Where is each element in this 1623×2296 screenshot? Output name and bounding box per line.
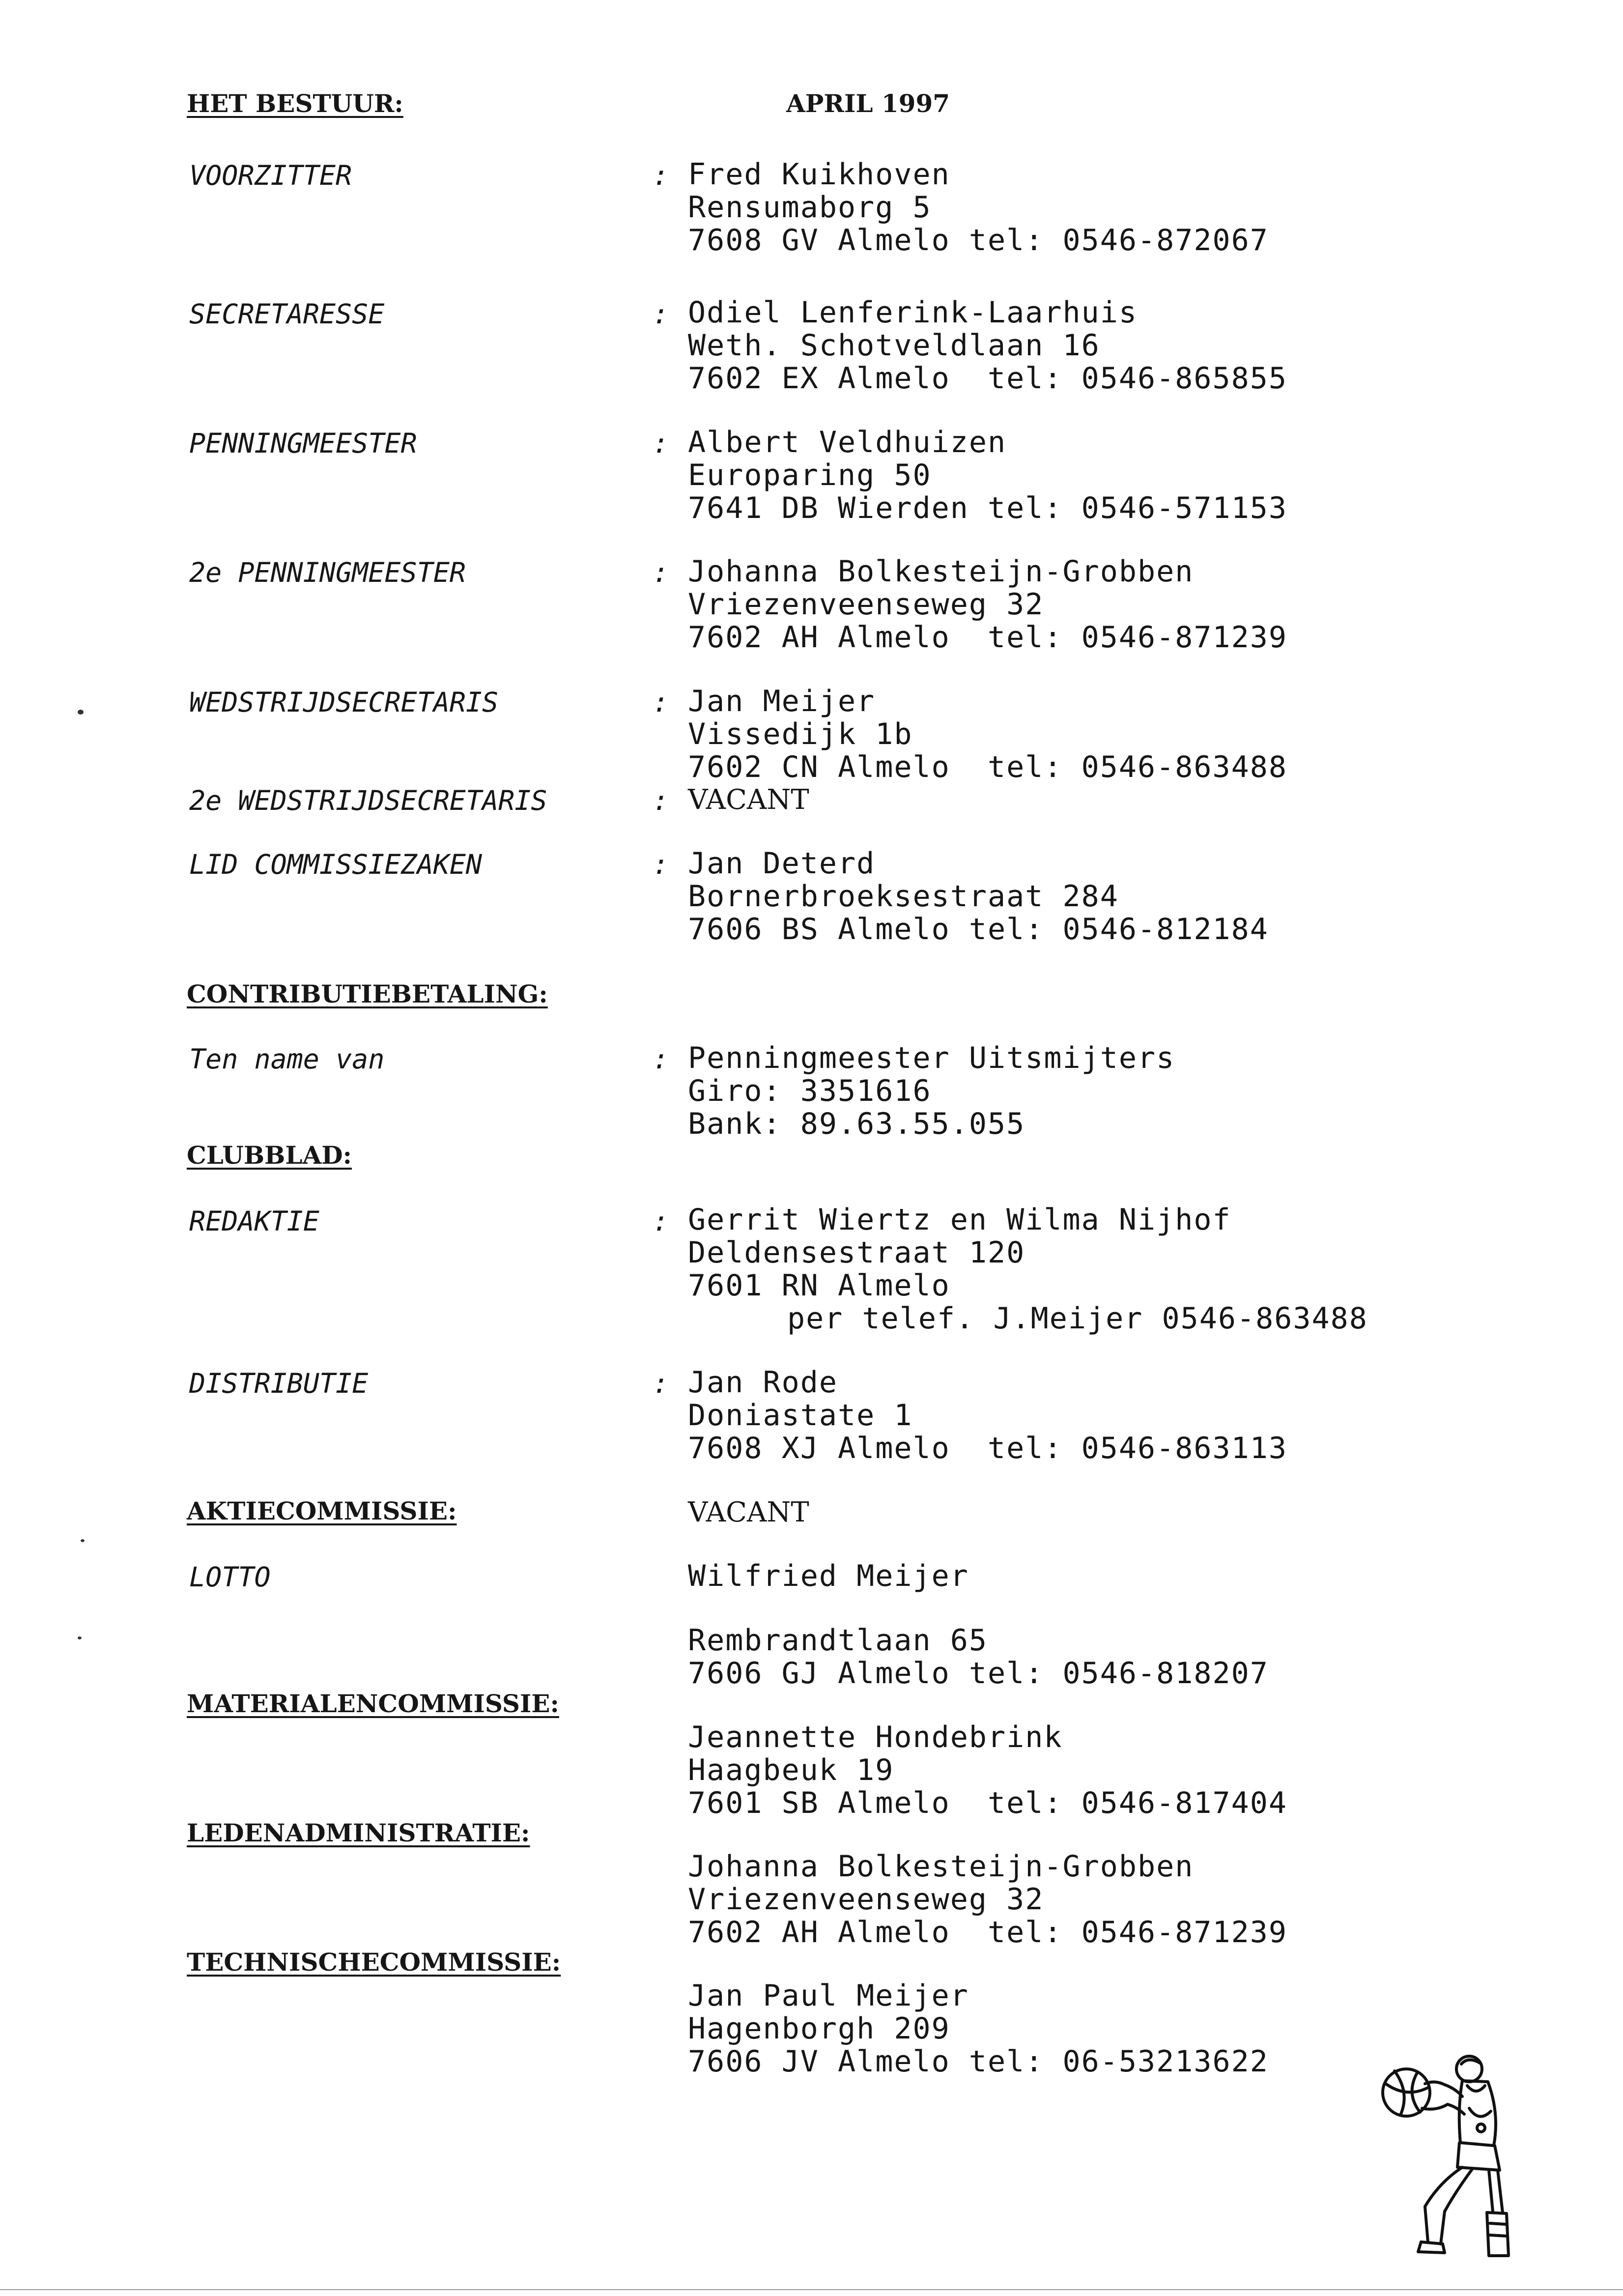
entry-name: Jan Meijer — [688, 684, 876, 718]
entry-address: Vissedijk 1b — [688, 717, 913, 751]
colon-separator: : — [653, 1368, 669, 1399]
entry-name: Jan Rode — [688, 1365, 838, 1400]
role-label-lid-commissiezaken: LID COMMISSIEZAKEN — [189, 849, 483, 880]
entry-address: Vriezenveenseweg 32 — [688, 587, 1044, 622]
entry-address: Haagbeuk 19 — [688, 1753, 894, 1787]
giro-number: Giro: 3351616 — [688, 1074, 932, 1108]
vacant-value: VACANT — [688, 784, 809, 816]
entry-name: Gerrit Wiertz en Wilma Nijhof — [688, 1203, 1231, 1237]
bank-number: Bank: 89.63.55.055 — [688, 1107, 1025, 1141]
entry-address: Hagenborgh 209 — [688, 2011, 950, 2046]
entry-city-phone: 7606 JV Almelo tel: 06-53213622 — [688, 2044, 1269, 2079]
entry-city-phone: 7641 DB Wierden tel: 0546-571153 — [688, 491, 1287, 525]
colon-separator: : — [653, 687, 669, 718]
entry-city-phone: 7608 XJ Almelo tel: 0546-863113 — [688, 1431, 1287, 1465]
section-heading-contributiebetaling: CONTRIBUTIEBETALING: — [187, 979, 548, 1008]
section-heading-clubblad: CLUBBLAD: — [187, 1141, 352, 1170]
role-label-penningmeester: PENNINGMEESTER — [189, 428, 417, 459]
scan-speck — [78, 1636, 82, 1639]
colon-separator: : — [653, 785, 669, 816]
role-label-2e-penningmeester: 2e PENNINGMEESTER — [189, 557, 466, 588]
entry-name: Odiel Lenferink-Laarhuis — [688, 295, 1138, 330]
section-heading-technischecommissie: TECHNISCHECOMMISSIE: — [187, 1948, 561, 1977]
entry-address: Doniastate 1 — [688, 1398, 913, 1433]
role-label-ten-name-van: Ten name van — [189, 1043, 385, 1075]
entry-city: 7601 RN Almelo — [688, 1268, 950, 1303]
entry-name: Fred Kuikhoven — [688, 157, 950, 192]
role-label-2e-wedstrijdsecretaris: 2e WEDSTRIJDSECRETARIS — [189, 785, 547, 816]
entry-phone: per telef. J.Meijer 0546-863488 — [787, 1301, 1368, 1336]
colon-separator: : — [653, 160, 669, 191]
entry-city-phone: 7602 EX Almelo tel: 0546-865855 — [688, 361, 1287, 396]
role-label-distributie: DISTRIBUTIE — [189, 1368, 369, 1399]
role-label-wedstrijdsecretaris: WEDSTRIJDSECRETARIS — [189, 687, 499, 718]
section-heading-bestuur: HET BESTUUR: — [187, 89, 403, 118]
scan-speck — [81, 1539, 85, 1542]
entry-city-phone: 7606 BS Almelo tel: 0546-812184 — [688, 912, 1269, 947]
colon-separator: : — [653, 1043, 669, 1075]
entry-name: Wilfried Meijer — [688, 1559, 969, 1593]
section-heading-materialencommissie: MATERIALENCOMMISSIE: — [187, 1689, 559, 1718]
section-heading-aktiecommissie: AKTIECOMMISSIE: — [187, 1496, 457, 1525]
entry-name: Albert Veldhuizen — [688, 425, 1007, 459]
colon-separator: : — [653, 298, 669, 330]
role-label-voorzitter: VOORZITTER — [189, 160, 352, 191]
entry-name: Johanna Bolkesteijn-Grobben — [688, 1849, 1194, 1884]
entry-address: Europaring 50 — [688, 458, 932, 492]
role-label-redaktie: REDAKTIE — [189, 1205, 319, 1237]
entry-name: Jan Deterd — [688, 846, 876, 881]
entry-address: Rembrandtlaan 65 — [688, 1623, 988, 1658]
basketball-player-icon — [1371, 2049, 1538, 2266]
scan-speck — [78, 710, 84, 715]
colon-separator: : — [653, 849, 669, 880]
entry-name: Jan Paul Meijer — [688, 1979, 969, 2013]
entry-name: Jeannette Hondebrink — [688, 1720, 1063, 1754]
document-date: APRIL 1997 — [786, 89, 950, 118]
entry-address: Bornerbroeksestraat 284 — [688, 879, 1119, 914]
entry-city-phone: 7602 AH Almelo tel: 0546-871239 — [688, 1915, 1287, 1950]
entry-city-phone: 7602 AH Almelo tel: 0546-871239 — [688, 620, 1287, 655]
role-label-secretaresse: SECRETARESSE — [189, 298, 385, 330]
role-label-lotto: LOTTO — [189, 1561, 271, 1593]
entry-address: Deldensestraat 120 — [688, 1235, 1025, 1270]
colon-separator: : — [653, 557, 669, 588]
entry-city-phone: 7601 SB Almelo tel: 0546-817404 — [688, 1786, 1287, 1820]
colon-separator: : — [653, 428, 669, 459]
page-bottom-edge — [0, 2289, 1623, 2290]
vacant-value: VACANT — [688, 1496, 809, 1528]
entry-address: Rensumaborg 5 — [688, 190, 932, 225]
entry-name: Penningmeester Uitsmijters — [688, 1041, 1175, 1075]
entry-name: Johanna Bolkesteijn-Grobben — [688, 554, 1194, 589]
entry-city-phone: 7606 GJ Almelo tel: 0546-818207 — [688, 1656, 1269, 1691]
entry-city-phone: 7602 CN Almelo tel: 0546-863488 — [688, 750, 1287, 784]
section-heading-ledenadministratie: LEDENADMINISTRATIE: — [187, 1818, 530, 1847]
entry-city-phone: 7608 GV Almelo tel: 0546-872067 — [688, 223, 1269, 258]
entry-address: Vriezenveenseweg 32 — [688, 1882, 1044, 1917]
colon-separator: : — [653, 1205, 669, 1237]
entry-address: Weth. Schotveldlaan 16 — [688, 328, 1100, 363]
